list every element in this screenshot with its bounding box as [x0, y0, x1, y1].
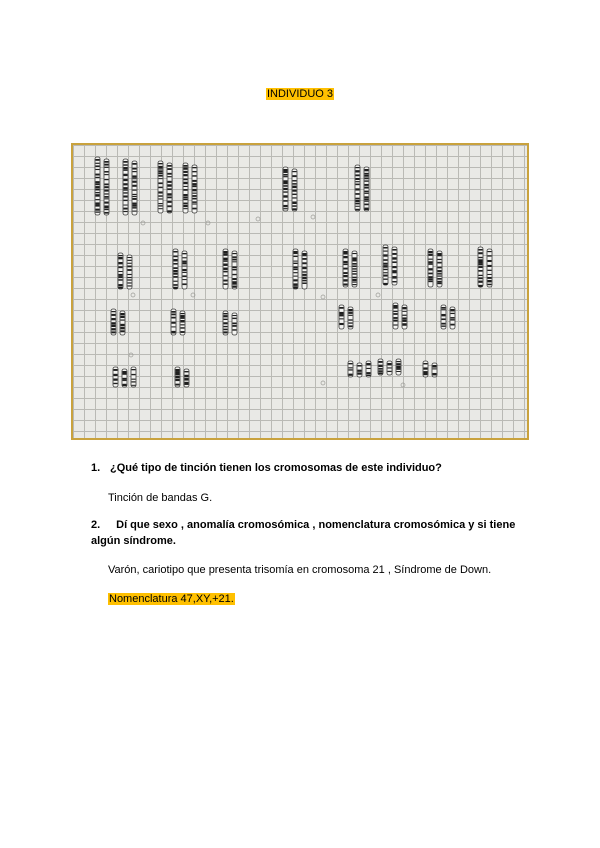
chromosome — [127, 255, 132, 289]
chromosome — [111, 309, 116, 335]
chromosome — [175, 367, 180, 387]
chromosome — [183, 163, 188, 213]
question-2-continued — [91, 535, 176, 547]
title-highlight: INDIVIDUO 3 — [266, 88, 333, 100]
chromosome — [432, 363, 437, 377]
chromosome — [428, 249, 433, 287]
pencil-mark — [321, 295, 325, 299]
chromosome — [173, 249, 178, 289]
chromosome — [192, 165, 197, 213]
chromosome — [223, 311, 228, 335]
pencil-mark — [129, 353, 133, 357]
question-2-number: 2. — [91, 519, 101, 531]
question-2-text-line2: algún síndrome. — [91, 535, 176, 547]
chromosome — [348, 307, 353, 329]
pencil-mark — [256, 217, 260, 221]
chromosome — [437, 251, 442, 287]
chromosome — [184, 369, 189, 387]
chromosome — [131, 367, 136, 387]
chromosome — [364, 167, 369, 211]
chromosome — [293, 249, 298, 289]
chromosome — [120, 311, 125, 335]
chromosome — [180, 311, 185, 335]
chromosome — [292, 169, 297, 211]
chromosome — [171, 309, 176, 335]
nomenclature-highlight: Nomenclatura 47,XY,+21. — [109, 593, 234, 605]
chromosome — [402, 305, 407, 329]
question-2-text-line1: Dí que sexo , anomalía cromosómica , nomenclatura cromosómica y si tiene — [116, 519, 516, 531]
chromosome — [478, 247, 483, 287]
pencil-mark — [376, 293, 380, 297]
nomenclature-line — [108, 593, 235, 605]
chromosome — [167, 163, 172, 213]
chromosome — [232, 313, 237, 335]
chromosome — [378, 359, 383, 375]
chromosome — [487, 249, 492, 287]
pencil-mark — [206, 221, 210, 225]
chromosome — [182, 251, 187, 289]
chromosome — [123, 159, 128, 215]
chromosome — [348, 361, 353, 377]
question-1-number: 1. — [91, 462, 101, 474]
chromosome — [423, 361, 428, 377]
karyotype-image — [73, 145, 527, 438]
chromosome — [223, 249, 228, 289]
chromosome — [302, 251, 307, 289]
chromosome — [352, 251, 357, 287]
chromosome — [132, 161, 137, 215]
question-1-text: ¿Qué tipo de tinción tienen los cromosomas de este individuo? — [110, 462, 442, 474]
pencil-mark — [141, 221, 145, 225]
chromosome — [232, 251, 237, 289]
chromosome — [355, 165, 360, 211]
pencil-mark — [131, 293, 135, 297]
chromosome — [158, 161, 163, 213]
answer-2: Varón, cariotipo que presenta trisomía en cromosoma 21 , Síndrome de Down. — [108, 564, 492, 576]
chromosome — [104, 159, 109, 215]
chromosome — [113, 367, 118, 387]
chromosome — [343, 249, 348, 287]
answer-1: Tinción de bandas G. — [108, 492, 213, 504]
chromosome — [383, 245, 388, 285]
chromosome — [118, 253, 123, 289]
chromosome — [450, 307, 455, 329]
chromosome — [387, 361, 392, 375]
pencil-mark — [321, 381, 325, 385]
pencil-mark — [311, 215, 315, 219]
chromosome — [122, 369, 127, 387]
question-1 — [91, 462, 442, 474]
chromosome — [393, 303, 398, 329]
document-title — [0, 88, 600, 100]
pencil-mark — [401, 383, 405, 387]
chromosome — [339, 305, 344, 329]
karyotype-figure — [71, 143, 529, 440]
pencil-mark — [191, 293, 195, 297]
chromosome — [95, 157, 100, 215]
chromosome — [283, 167, 288, 211]
chromosome — [392, 247, 397, 285]
chromosome — [396, 359, 401, 375]
chromosome — [441, 305, 446, 329]
chromosome — [366, 361, 371, 377]
question-2 — [91, 519, 515, 531]
chromosome — [357, 363, 362, 377]
